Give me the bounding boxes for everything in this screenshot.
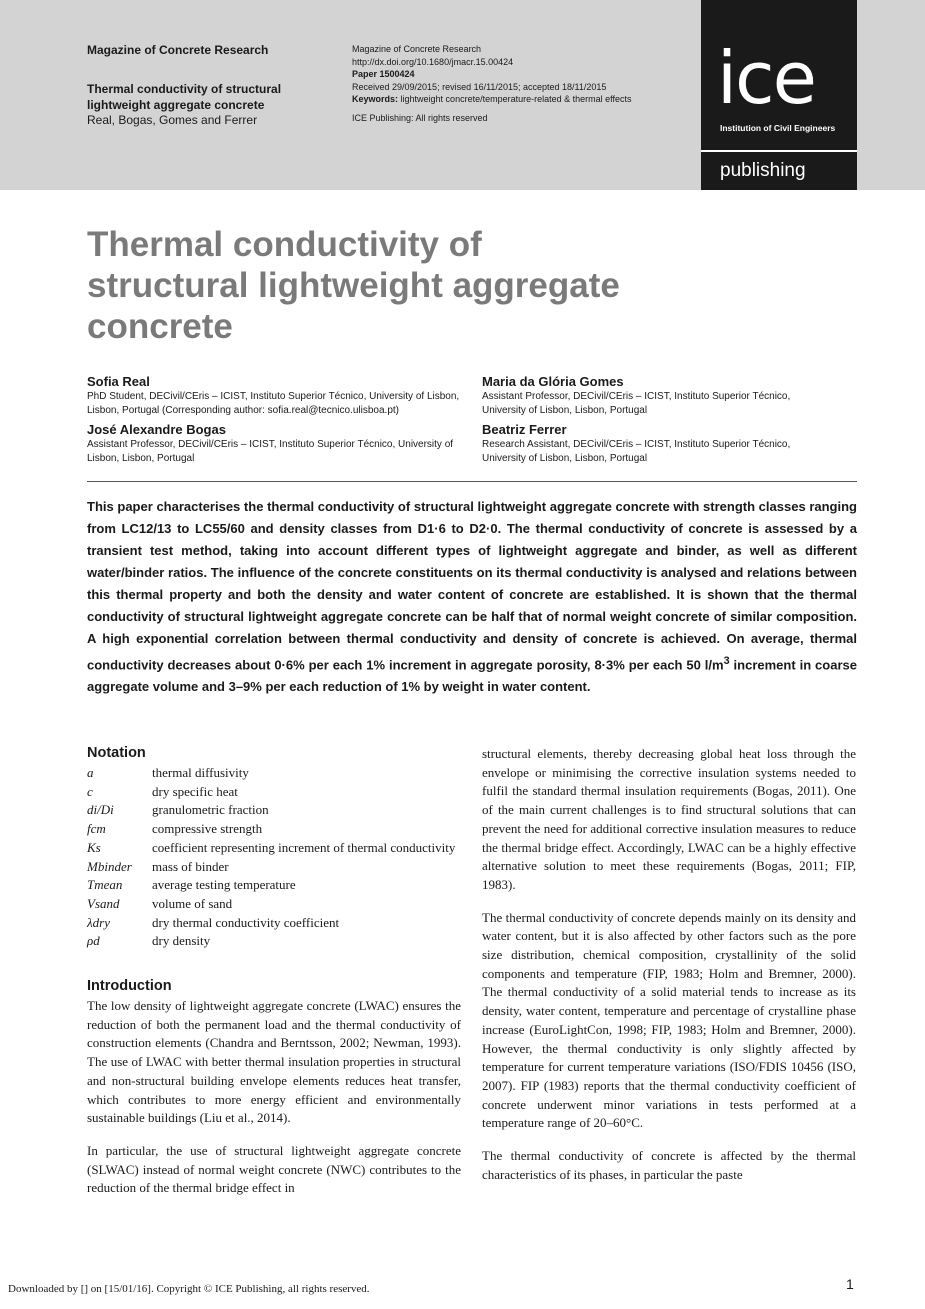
doi-link[interactable]: http://dx.doi.org/10.1680/jmacr.15.00424 <box>352 56 514 67</box>
keywords-text: lightweight concrete/temperature-related & thermal effects <box>400 94 632 104</box>
intro-paragraph: In particular, the use of structural lightweight aggregate concrete (SLWAC) instead of normal weight concrete (NWC) contributes to the reduction of the thermal bridge effect in <box>87 1142 461 1196</box>
paper-number: Paper 1500424 <box>352 69 415 79</box>
abstract <box>87 496 857 698</box>
notation-row <box>87 932 461 951</box>
notation-row <box>87 914 461 933</box>
notation-symbol: Mbinder <box>87 858 132 874</box>
notation-row <box>87 764 461 783</box>
notation-symbol: a <box>87 765 94 780</box>
notation-row <box>87 895 461 914</box>
notation-row <box>87 783 461 802</box>
notation-list <box>87 764 461 951</box>
journal-header <box>0 0 925 190</box>
introduction-heading: Introduction <box>87 978 172 995</box>
article-title: Thermal conductivity of structural lightweight aggregate concrete <box>87 225 620 346</box>
notation-symbol: Vsand <box>87 895 120 911</box>
intro-paragraph: The low density of lightweight aggregate concrete (LWAC) ensures the reduction of both the permanent load and the thermal conductivity of construction elements (Chandra and Berntsson, 2002; Newman, 1993). The use of LWAC with better thermal insulation properties in structural and non-structural building envelope elements reduces heat transfer, which contributes to more energy efficient and environmentally sustainable buildings (Liu et al., 2014). <box>87 998 461 1126</box>
notation-definition: average testing temperature <box>152 877 296 893</box>
left-column <box>87 744 461 1212</box>
notation-definition: dry thermal conductivity coefficient <box>152 914 340 930</box>
keywords <box>352 93 682 106</box>
notation-definition: dry density <box>152 933 211 949</box>
author-name: José Alexandre Bogas <box>87 422 226 437</box>
notation-definition: volume of sand <box>152 895 233 911</box>
logo-ice-text: ice <box>717 36 815 120</box>
logo-publishing: publishing <box>720 160 806 181</box>
running-title: Thermal conductivity of structural lightweight aggregate concrete <box>87 82 282 112</box>
dates: Received 29/09/2015; revised 16/11/2015; accepted 18/11/2015 <box>352 81 607 92</box>
author-block <box>87 374 477 418</box>
abstract-rule <box>87 481 857 482</box>
logo-divider <box>701 150 857 152</box>
right-column <box>482 745 856 1198</box>
author-name: Beatriz Ferrer <box>482 422 567 437</box>
body-paragraph: structural elements, thereby decreasing global heat loss through the envelope or minimising the corrective insulation systems needed to fulfil the standard thermal insulation requirements (Bogas, 2011). One of the main current challenges is to find structural solutions that can prevent the need for additional corrective insulation measures to reduce the thermal bridge effect. Accordingly, LWAC can be a highly effective alternative solution to meet these requirements (Bogas, 2011; FIP, 1983). <box>482 746 856 892</box>
download-footer: Downloaded by [] on [15/01/16]. Copyright © ICE Publishing, all rights reserved. <box>8 1283 370 1295</box>
rights: ICE Publishing: All rights reserved <box>352 112 488 123</box>
notation-row <box>87 876 461 895</box>
article-meta <box>352 43 682 124</box>
author-affiliation: Assistant Professor, DECivil/CEris – ICIST, Instituto Superior Técnico, University of Lisbon, Lisbon, Portugal <box>87 439 454 464</box>
notation-symbol: c <box>87 783 93 799</box>
keywords-label: Keywords: <box>352 94 399 104</box>
notation-definition: compressive strength <box>152 821 263 837</box>
author-block <box>482 422 832 466</box>
notation-row <box>87 858 461 877</box>
notation-symbol: fcm <box>87 821 106 837</box>
notation-row <box>87 820 461 839</box>
author-name: Sofia Real <box>87 374 150 389</box>
author-affiliation: Assistant Professor, DECivil/CEris – ICIST, Instituto Superior Técnico, University of Lisbon, Lisbon, Portugal <box>482 391 791 416</box>
notation-definition: dry specific heat <box>152 783 238 799</box>
notation-symbol: di/Di <box>87 802 114 818</box>
notation-definition: coefficient representing increment of thermal conductivity <box>152 839 456 855</box>
page-number: 1 <box>846 1276 854 1292</box>
notation-definition: mass of binder <box>152 858 229 874</box>
author-block <box>87 422 477 466</box>
notation-symbol: λdry <box>87 914 110 930</box>
author-affiliation: PhD Student, DECivil/CEris – ICIST, Instituto Superior Técnico, University of Lisbon, Lisbon, Portugal (Corresponding author: sofia.real@tecnico.ulisboa.pt) <box>87 391 460 416</box>
body-paragraph: The thermal conductivity of concrete is affected by the thermal characteristics of its phases, in particular the paste <box>482 1148 856 1182</box>
abstract-superscript: 3 <box>723 655 730 667</box>
author-affiliation: Research Assistant, DECivil/CEris – ICIST, Instituto Superior Técnico, University of Lisbon, Lisbon, Portugal <box>482 439 791 464</box>
author-name: Maria da Glória Gomes <box>482 374 624 389</box>
logo-institution: Institution of Civil Engineers <box>720 123 836 133</box>
meta-journal: Magazine of Concrete Research <box>352 44 482 54</box>
running-authors: Real, Bogas, Gomes and Ferrer <box>87 113 258 127</box>
notation-symbol: ρd <box>87 933 100 949</box>
ice-publishing-logo <box>701 0 857 190</box>
notation-definition: thermal diffusivity <box>152 765 249 780</box>
notation-definition: granulometric fraction <box>152 802 269 818</box>
notation-row <box>87 801 461 820</box>
abstract-text-end: increment in coarse aggregate volume and 3–9% per each reduction of 1% by weight in water content. <box>87 657 857 695</box>
journal-name: Magazine of Concrete Research <box>87 43 269 57</box>
author-block <box>482 374 832 418</box>
body-paragraph: The thermal conductivity of concrete depends mainly on its density and water content, but it is also affected by other factors such as the pore size distribution, chemical composition, crystallinity of the solid components and temperature (FIP, 1983; Holm and Bremner, 2000). The thermal conductivity of a solid material tends to increase as its density, water content, temperature and percentage of crystalline phase increase (EuroLightCon, 1998; FIP, 1983; Holm and Bremner, 2000). However, the thermal conductivity is only slightly affected by temperature for current temperature variations (ISO/FDIS 10456 (ISO, 2007). FIP (1983) reports that the thermal conductivity coefficient of concrete underwent minor variations in tests performed at a temperature range of 20–60°C. <box>482 909 856 1131</box>
notation-row <box>87 839 461 858</box>
notation-symbol: Tmean <box>87 877 123 893</box>
notation-heading: Notation <box>87 745 146 761</box>
abstract-text: This paper characterises the thermal conductivity of structural lightweight aggregate concrete with strength classes ranging from LC12/13 to LC55/60 and density classes from D1·6 to D2·0. The thermal conductivity of concrete is assessed by a transient test method, taking into account different types of lightweight aggregate and binder, as well as different water/binder ratios. The influence of the concrete constituents on its thermal conductivity is analysed and relations between this thermal property and both the density and water content of concrete are established. It is shown that the thermal conductivity of structural lightweight aggregate concrete can be half that of normal weight concrete of similar composition. A high exponential correlation between thermal conductivity and density of concrete is achieved. On average, thermal conductivity decreases about 0·6% per each 1% increment in aggregate porosity, 8·3% per each 50 l/m <box>87 499 857 673</box>
notation-symbol: Ks <box>87 839 101 855</box>
